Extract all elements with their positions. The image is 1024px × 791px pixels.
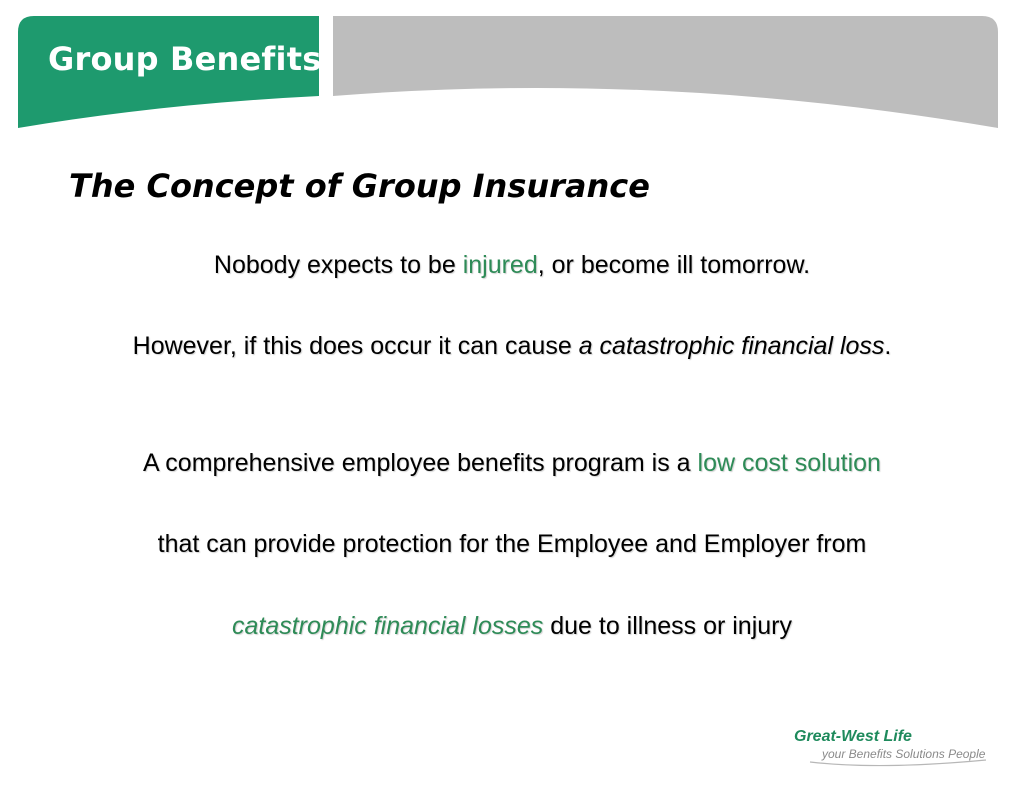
text-segment: that can provide protection for the Employee and Employer from <box>157 530 867 558</box>
emphasis-catastrophic-loss: a catastrophic financial loss <box>578 332 885 360</box>
slide-title: The Concept of Group Insurance <box>69 167 650 205</box>
banner-title: Group Benefits <box>48 40 322 78</box>
body-line-5 <box>60 610 964 643</box>
company-logo <box>790 728 990 768</box>
logo-name: Great-West Life <box>794 728 912 745</box>
highlight-low-cost-solution: low cost solution <box>697 449 881 477</box>
text-segment: A comprehensive employee benefits program is a <box>143 449 698 477</box>
highlight-injured: injured <box>462 251 538 279</box>
logo-tagline: your Benefits Solutions People <box>822 747 986 761</box>
text-segment: , or become ill tomorrow. <box>537 251 811 279</box>
text-segment: However, if this does occur it can cause <box>132 332 579 360</box>
body-line-1 <box>60 249 964 282</box>
header-banner <box>0 0 1024 140</box>
text-segment: due to illness or injury <box>543 612 792 640</box>
text-segment: Nobody expects to be <box>213 251 463 279</box>
body-line-3 <box>60 447 964 480</box>
body-line-4 <box>60 528 964 561</box>
body-line-2 <box>60 330 964 363</box>
text-segment: . <box>884 332 892 360</box>
highlight-catastrophic-losses: catastrophic financial losses <box>231 612 544 640</box>
